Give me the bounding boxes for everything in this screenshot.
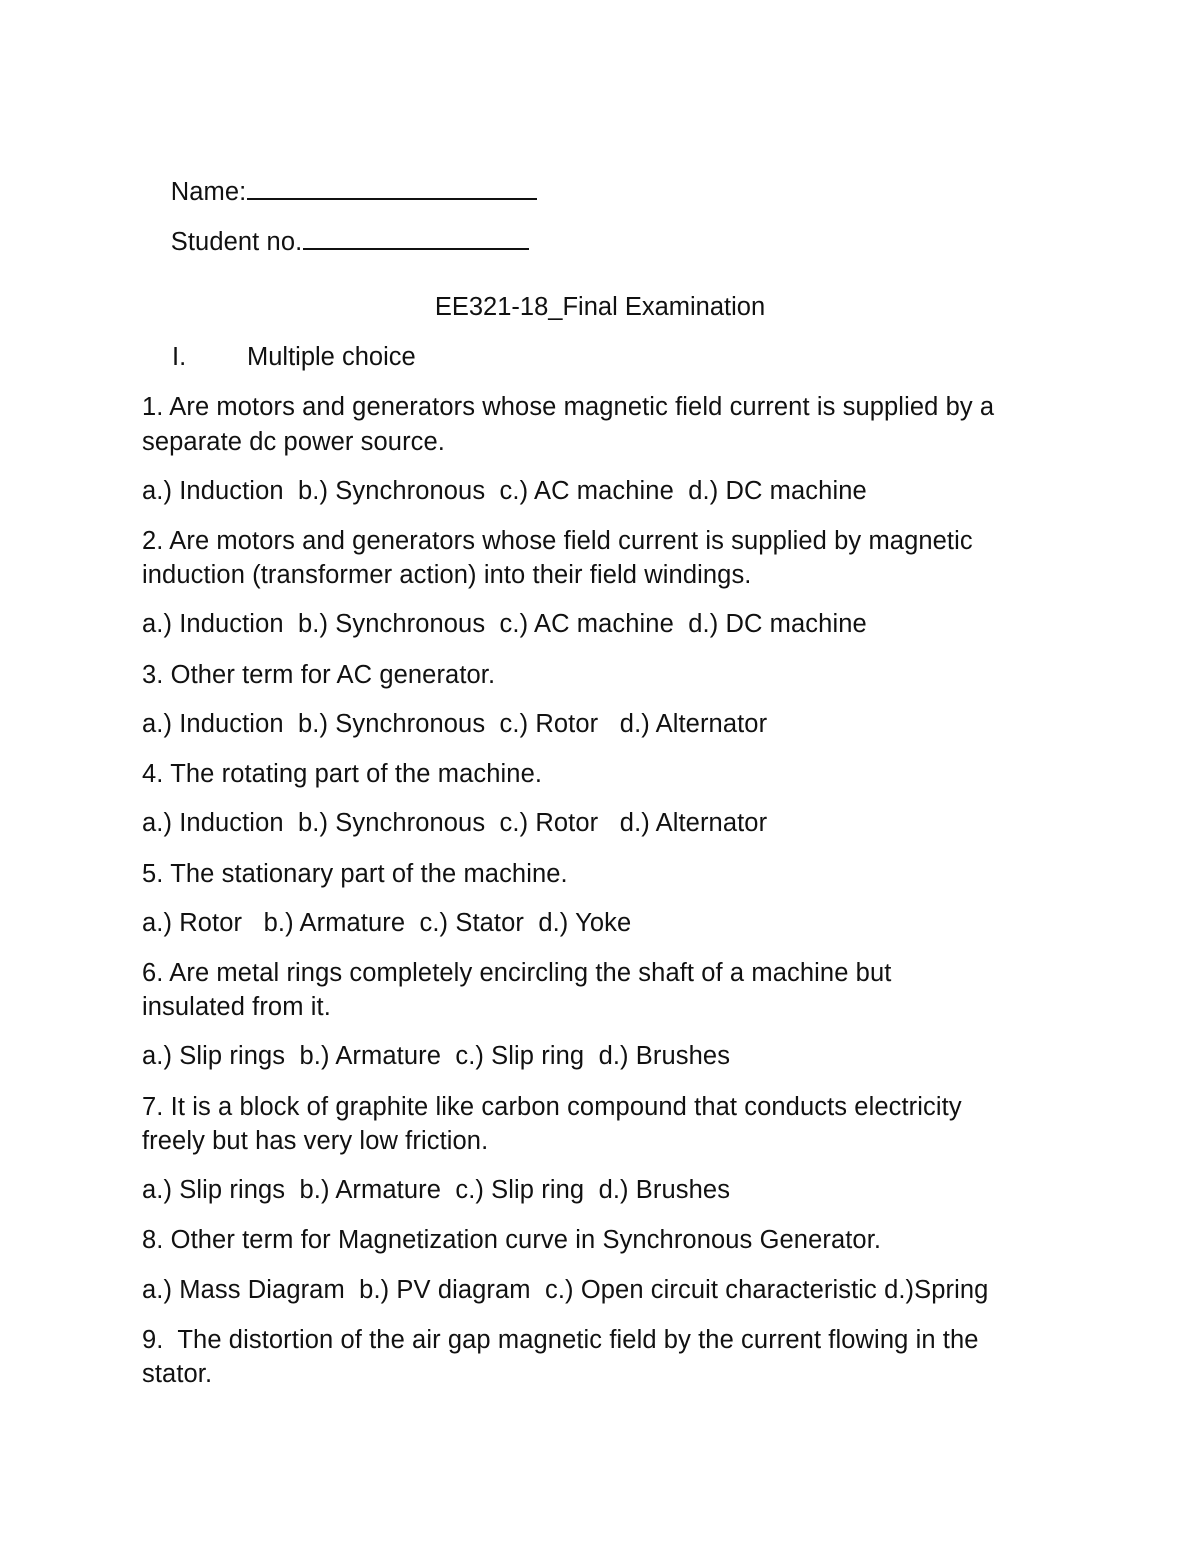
question-2-choices: a.) Induction b.) Synchronous c.) AC machine d.) DC machine <box>142 610 867 638</box>
question-6-line-1: 6. Are metal rings completely encircling the shaft of a machine but <box>142 959 892 987</box>
question-3-choices: a.) Induction b.) Synchronous c.) Rotor d.) Alternator <box>142 710 768 738</box>
student-no-blank-line <box>303 226 529 250</box>
question-7-line-2: freely but has very low friction. <box>142 1127 489 1155</box>
student-no-row <box>142 191 529 293</box>
question-5-line-1: 5. The stationary part of the machine. <box>142 860 568 888</box>
exam-title: EE321-18_Final Examination <box>434 293 766 321</box>
question-3-line-1: 3. Other term for AC generator. <box>142 661 496 689</box>
name-label: Name: <box>170 178 247 206</box>
question-4-line-1: 4. The rotating part of the machine. <box>142 760 543 788</box>
question-4-choices: a.) Induction b.) Synchronous c.) Rotor d.) Alternator <box>142 809 768 837</box>
question-5-choices: a.) Rotor b.) Armature c.) Stator d.) Yoke <box>142 909 632 937</box>
question-9-line-1: 9. The distortion of the air gap magnetic field by the current flowing in the <box>142 1326 979 1354</box>
question-6-line-2: insulated from it. <box>142 993 331 1021</box>
question-8-line-1: 8. Other term for Magnetization curve in Synchronous Generator. <box>142 1226 882 1254</box>
question-1-choices: a.) Induction b.) Synchronous c.) AC machine d.) DC machine <box>142 477 867 505</box>
question-2-line-2: induction (transformer action) into their field windings. <box>142 561 752 589</box>
question-6-choices: a.) Slip rings b.) Armature c.) Slip ring d.) Brushes <box>142 1042 731 1070</box>
question-8-choices: a.) Mass Diagram b.) PV diagram c.) Open circuit characteristic d.)Spring <box>142 1276 989 1304</box>
question-1-line-2: separate dc power source. <box>142 428 445 456</box>
question-2-line-1: 2. Are motors and generators whose field current is supplied by magnetic <box>142 527 973 555</box>
question-9-line-2: stator. <box>142 1360 213 1388</box>
question-7-line-1: 7. It is a block of graphite like carbon compound that conducts electricity <box>142 1093 962 1121</box>
question-7-choices: a.) Slip rings b.) Armature c.) Slip ring d.) Brushes <box>142 1176 731 1204</box>
section-label: Multiple choice <box>247 343 416 371</box>
section-numeral: I. <box>172 343 187 371</box>
student-no-label: Student no. <box>170 228 303 256</box>
question-1-line-1: 1. Are motors and generators whose magnetic field current is supplied by a <box>142 393 995 421</box>
